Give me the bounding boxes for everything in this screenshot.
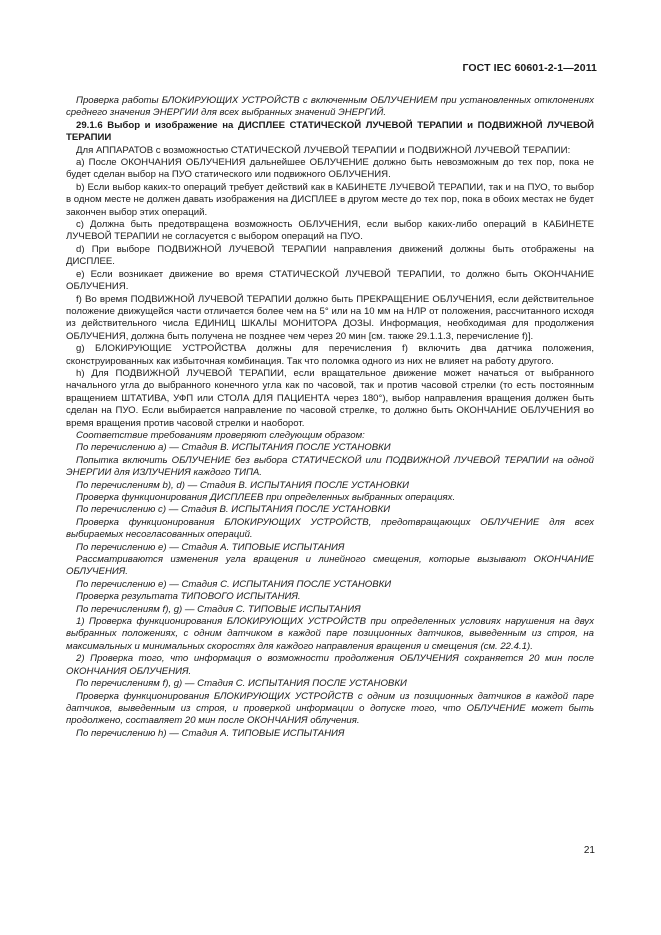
- test-stage: По перечислению a) — Стадия В. ИСПЫТАНИЯ ПОСЛЕ УСТАНОВКИ: [76, 442, 391, 454]
- document-header: ГОСТ IEC 60601-2-1—2011: [462, 62, 597, 74]
- test-stage: По перечислению e) — Стадия А. ТИПОВЫЕ ИСПЫТАНИЯ: [76, 541, 345, 553]
- test-stage: По перечислениям f), g) — Стадия С. ИСПЫТАНИЯ ПОСЛЕ УСТАНОВКИ: [76, 678, 407, 690]
- paragraph: Для АППАРАТОВ с возможностью СТАТИЧЕСКОЙ ЛУЧЕВОЙ ТЕРАПИИ и ПОДВИЖНОЙ ЛУЧЕВОЙ ТЕРАПИИ:: [76, 144, 571, 156]
- section-heading: 29.1.6 Выбор и изображение на ДИСПЛЕЕ СТАТИЧЕСКОЙ ЛУЧЕВОЙ ТЕРАПИИ и ПОДВИЖНОЙ ЛУЧЕВОЙ ТЕРАПИИ: [66, 119, 594, 144]
- test-description: Проверка функционирования БЛОКИРУЮЩИХ УСТРОЙСТВ, предотвращающих ОБЛУЧЕНИЕ для всех выбираемых несогласованных операций.: [66, 516, 594, 541]
- list-item-f: f) Во время ПОДВИЖНОЙ ЛУЧЕВОЙ ТЕРАПИИ должно быть ПРЕКРАЩЕНИЕ ОБЛУЧЕНИЯ, если действительное положение движущейся части отличается более чем на 5° или на 10 мм на НЛР от положения, рассчитанного исходя из действительного числа ЕДИНИЦ ШКАЛЫ МОНИТОРА ДОЗЫ. Информация, необходимая для продолжения ОБЛУЧЕНИЯ, должна быть получена не позднее чем через 20 мин [см. также 29.1.1.3, перечисление f)].: [66, 293, 594, 342]
- compliance-intro: Соответствие требованиям проверяют следующим образом:: [76, 429, 365, 441]
- test-description: 1) Проверка функционирования БЛОКИРУЮЩИХ УСТРОЙСТВ при определенных условиях нарушения на двух выбранных положениях, с одним датчиком в каждой паре позиционных датчиков, выведенным из строя, на максимальных и минимальных скоростях для каждого направления вращения и смещения (см. 22.4.1).: [66, 616, 594, 652]
- paragraph: Проверка работы БЛОКИРУЮЩИХ УСТРОЙСТВ с включенным ОБЛУЧЕНИЕМ при установленных отклонениях среднего значения ЭНЕРГИИ для всех выбранных значений ЭНЕРГИЙ.: [66, 95, 594, 119]
- test-description: Рассматриваются изменения угла вращения и линейного смещения, которые вызывают ОКОНЧАНИЕ ОБЛУЧЕНИЯ.: [66, 554, 594, 578]
- list-item-a: a) После ОКОНЧАНИЯ ОБЛУЧЕНИЯ дальнейшее ОБЛУЧЕНИЕ должно быть невозможным до тех пор, пока не будет сделан выбор на ПУО статического или подвижного ОБЛУЧЕНИЯ.: [66, 157, 594, 181]
- list-item-d: d) При выборе ПОДВИЖНОЙ ЛУЧЕВОЙ ТЕРАПИИ направления движений должны быть отображены на ДИСПЛЕЕ.: [66, 243, 594, 268]
- document-body: [66, 95, 594, 740]
- list-item-h: h) Для ПОДВИЖНОЙ ЛУЧЕВОЙ ТЕРАПИИ, если вращательное движение может начаться от выбранного начального угла до выбранного конечного угла как по часовой, так и против часовой стрелки (то есть постоянным вращением ШТАТИВА, УФП или СТОЛА ДЛЯ ПАЦИЕНТА через 180°), выбор направления вращения должен быть сделан на ПУО. Если выбирается направление по часовой стрелке, то должно быть ОКОНЧАНИЕ ОБЛУЧЕНИЯ во время вращения против часовой стрелки и наоборот.: [66, 367, 594, 429]
- test-stage: По перечислениям f), g) — Стадия С. ТИПОВЫЕ ИСПЫТАНИЯ: [76, 603, 361, 615]
- test-stage: По перечислению h) — Стадия А. ТИПОВЫЕ ИСПЫТАНИЯ: [76, 727, 345, 739]
- list-item-e: e) Если возникает движение во время СТАТИЧЕСКОЙ ЛУЧЕВОЙ ТЕРАПИИ, то должно быть ОКОНЧАНИЕ ОБЛУЧЕНИЯ.: [66, 268, 594, 293]
- test-description: Проверка функционирования ДИСПЛЕЕВ при определенных выбранных операциях.: [76, 492, 456, 503]
- test-stage: По перечислению e) — Стадия С. ИСПЫТАНИЯ ПОСЛЕ УСТАНОВКИ: [76, 578, 392, 590]
- test-description: Проверка результата ТИПОВОГО ИСПЫТАНИЯ.: [76, 591, 301, 603]
- test-description: Попытка включить ОБЛУЧЕНИЕ без выбора СТАТИЧЕСКОЙ или ПОДВИЖНОЙ ЛУЧЕВОЙ ТЕРАПИИ на одной ЭНЕРГИИ для ИЗЛУЧЕНИЯ каждого ТИПА.: [66, 454, 594, 479]
- test-stage: По перечислениям b), d) — Стадия В. ИСПЫТАНИЯ ПОСЛЕ УСТАНОВКИ: [76, 479, 409, 491]
- test-description: Проверка функционирования БЛОКИРУЮЩИХ УСТРОЙСТВ с одним из позиционных датчиков в каждой паре датчиков, выведенным из строя, и проверкой информации о допуске того, что ОБЛУЧЕНИЕ может быть продолжено, составляет 20 мин после ОКОНЧАНИЯ облучения.: [66, 690, 594, 727]
- page-number: 21: [583, 845, 595, 856]
- list-item-b: b) Если выбор каких-то операций требует действий как в КАБИНЕТЕ ЛУЧЕВОЙ ТЕРАПИИ, так и на ПУО, то выбор в одном месте не должен давать изображения на ДИСПЛЕЕ в другом месте до тех пор, пока в обоих местах не будет закончен выбор этих операций.: [66, 181, 594, 218]
- test-stage: По перечислению c) — Стадия В. ИСПЫТАНИЯ ПОСЛЕ УСТАНОВКИ: [76, 504, 391, 516]
- test-description: 2) Проверка того, что информация о возможности продолжения ОБЛУЧЕНИЯ сохраняется 20 мин после ОКОНЧАНИЯ ОБЛУЧЕНИЯ.: [66, 653, 594, 677]
- list-item-g: g) БЛОКИРУЮЩИЕ УСТРОЙСТВА должны для перечисления f) включить два датчика положения, сконструированных как избыточная комбинация. Так что поломка одного из них не влияет на работу другого.: [66, 343, 594, 367]
- list-item-c: c) Должна быть предотвращена возможность ОБЛУЧЕНИЯ, если выбор каких-либо операций в КАБИНЕТЕ ЛУЧЕВОЙ ТЕРАПИИ не согласуется с выбором операций на ПУО.: [66, 219, 594, 243]
